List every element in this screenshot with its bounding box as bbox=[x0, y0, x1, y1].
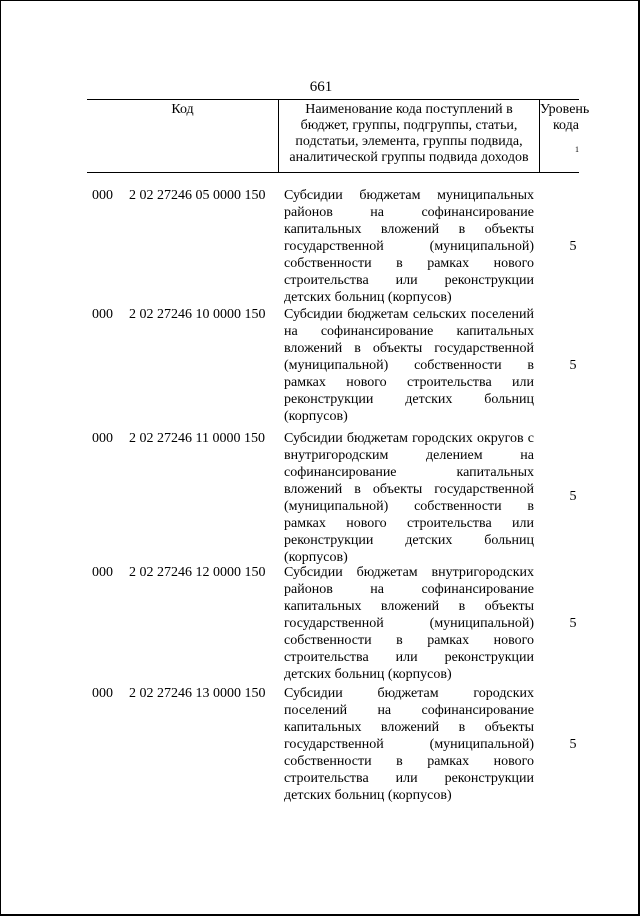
row-code: 2 02 27246 05 0000 150 bbox=[129, 188, 266, 203]
row-prefix: 000 bbox=[92, 686, 113, 701]
row-name: Субсидии бюджетам муниципальных районов на софинансирование капитальных вложений в объекты государственной (муниципальной) собственности в рамках нового строительства или реконструкции детских больниц (корпусов) bbox=[284, 188, 534, 305]
row-prefix: 000 bbox=[92, 431, 113, 446]
table-row bbox=[1, 430, 640, 564]
row-level: 5 bbox=[569, 358, 577, 373]
header-name-line: подстатьи, элемента, группы подвида, bbox=[295, 134, 523, 149]
header-name-line: аналитической группы подвида доходов bbox=[289, 150, 529, 165]
row-name: Субсидии бюджетам внутригородских районов на софинансирование капитальных вложений в объекты государственной (муниципальной) собственности в рамках нового строительства или реконструкции детских больниц (корпусов) bbox=[284, 565, 534, 682]
row-code: 2 02 27246 10 0000 150 bbox=[129, 307, 266, 322]
row-name: Субсидии бюджетам городских округов с внутригородским делением на софинансирование капитальных вложений в объекты государственной (муниципальной) собственности в рамках нового строительства или реконструкции детских больниц (корпусов) bbox=[284, 431, 534, 565]
header-name bbox=[278, 100, 540, 172]
table-row bbox=[1, 685, 640, 805]
table-body bbox=[1, 187, 640, 805]
table-row bbox=[1, 306, 640, 430]
row-level: 5 bbox=[569, 616, 577, 631]
row-prefix: 000 bbox=[92, 565, 113, 580]
header-name-line: бюджет, группы, подгруппы, статьи, bbox=[300, 118, 518, 133]
row-level: 5 bbox=[569, 239, 577, 254]
row-code: 2 02 27246 13 0000 150 bbox=[129, 686, 266, 701]
header-name-line: Наименование кода поступлений в bbox=[305, 102, 513, 117]
page-number: 661 bbox=[309, 79, 333, 95]
header-level-line2: кода 1 bbox=[552, 118, 579, 154]
table-header bbox=[87, 99, 590, 173]
row-code: 2 02 27246 11 0000 150 bbox=[129, 431, 265, 446]
row-code: 2 02 27246 12 0000 150 bbox=[129, 565, 266, 580]
row-prefix: 000 bbox=[92, 307, 113, 322]
header-code: Код bbox=[171, 102, 194, 117]
row-level: 5 bbox=[569, 737, 577, 752]
row-level: 5 bbox=[569, 489, 577, 504]
row-name: Субсидии бюджетам сельских поселений на софинансирование капитальных вложений в объекты государственной (муниципальной) собственности в рамках нового строительства или реконструкции детских больниц (корпусов) bbox=[284, 307, 534, 424]
row-prefix: 000 bbox=[92, 188, 113, 203]
header-level-line1: Уровень bbox=[540, 102, 590, 117]
table-row bbox=[1, 564, 640, 685]
row-name: Субсидии бюджетам городских поселений на софинансирование капитальных вложений в объекты государственной (муниципальной) собственности в рамках нового строительства или реконструкции детских больниц (корпусов) bbox=[284, 686, 534, 803]
header-level bbox=[540, 100, 590, 172]
table-row bbox=[1, 187, 640, 306]
